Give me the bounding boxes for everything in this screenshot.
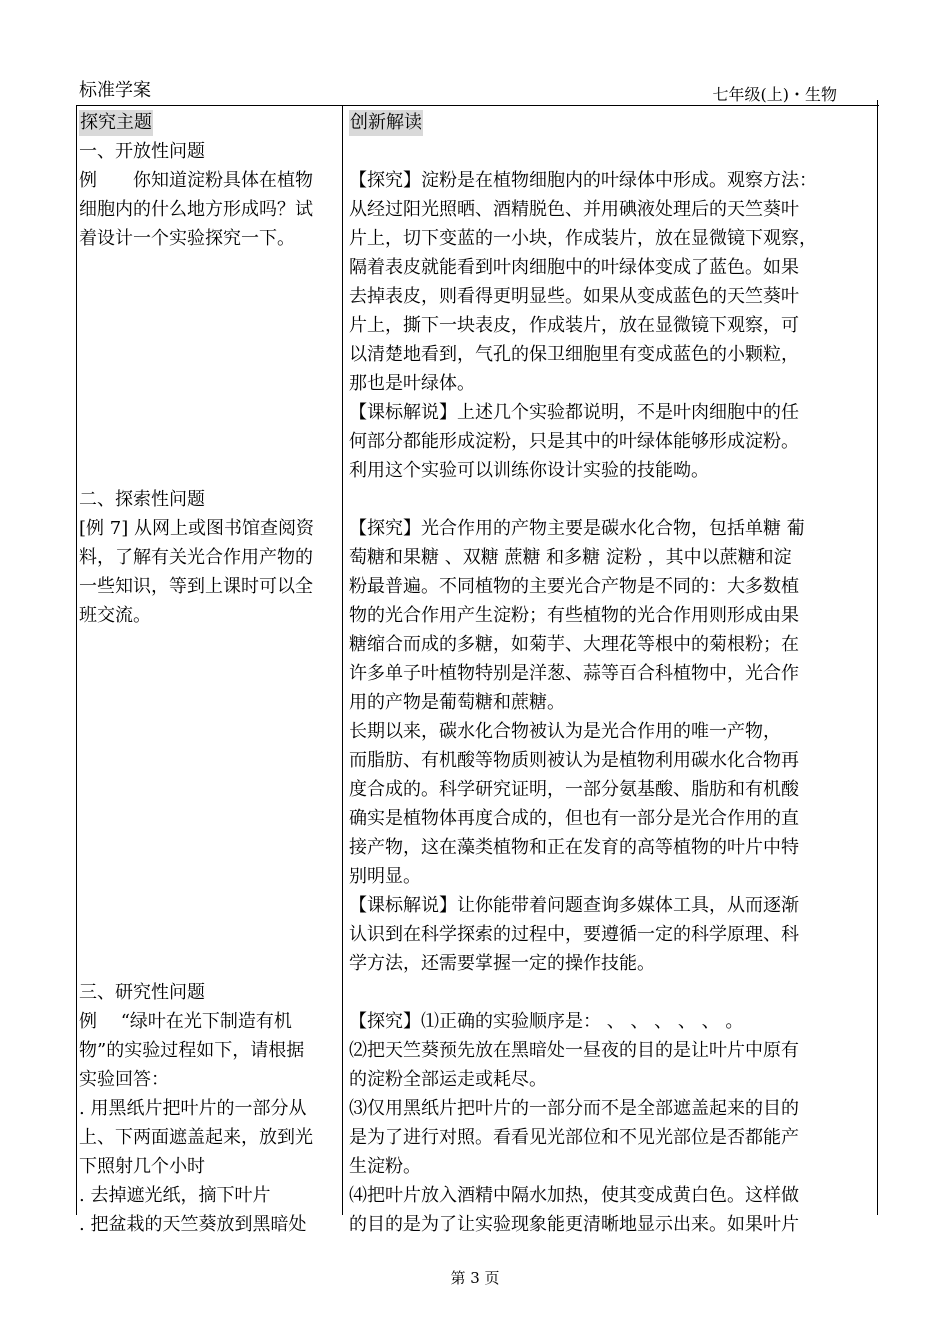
- text-line: 片上，撕下一块表皮，作成装片，放在显微镜下观察，可: [349, 315, 799, 336]
- right-section-2: [349, 514, 835, 978]
- text-line: 去掉表皮，则看得更明显些。如果从变成蓝色的天竺葵叶: [349, 286, 799, 307]
- text-line: 【课标解说】上述几个实验都说明，不是叶肉细胞中的任: [349, 402, 799, 423]
- table-column-divider: [342, 105, 343, 1215]
- text-line: 生淀粉。: [349, 1156, 421, 1177]
- right-section-1: [349, 166, 835, 485]
- text-line: 班交流。: [79, 605, 151, 626]
- column-header-topic: 探究主题: [79, 110, 153, 136]
- text-line: ⑶仅用黑纸片把叶片的一部分而不是全部遮盖起来的目的: [349, 1098, 799, 1119]
- text-line: 一些知识，等到上课时可以全: [79, 576, 313, 597]
- text-line: 利用这个实验可以训练你设计实验的技能呦。: [349, 460, 709, 481]
- text-line: ⑷把叶片放入酒精中隔水加热，使其变成黄白色。这样做: [349, 1185, 799, 1206]
- left-column: [79, 108, 335, 1239]
- left-section-3: [79, 978, 335, 1239]
- table-right-border: [877, 100, 878, 1215]
- text-line: 上、下两面遮盖起来，放到光: [79, 1127, 313, 1148]
- text-line: 细胞内的什么地方形成吗？试: [79, 199, 313, 220]
- text-line: 物”的实验过程如下，请根据: [79, 1040, 305, 1061]
- text-line: 着设计一个实验探究一下。: [79, 228, 295, 249]
- header-rule: [76, 105, 879, 106]
- text-line: 别明显。: [349, 866, 421, 887]
- text-line: 长期以来，碳水化合物被认为是光合作用的唯一产物，: [349, 721, 781, 742]
- text-line: 一、开放性问题: [79, 141, 205, 162]
- text-line: 接产物，这在藻类植物和正在发育的高等植物的叶片中特: [349, 837, 799, 858]
- text-line: 下照射几个小时: [79, 1156, 205, 1177]
- text-line: 确实是植物体再度合成的，但也有一部分是光合作用的直: [349, 808, 799, 829]
- text-line: 糖缩合而成的多糖，如菊芋、大理花等根中的菊根粉；在: [349, 634, 799, 655]
- text-line: 从经过阳光照晒、酒精脱色、并用碘液处理后的天竺葵叶: [349, 199, 799, 220]
- text-line: 度合成的。科学研究证明，一部分氨基酸、脂肪和有机酸: [349, 779, 799, 800]
- text-line: 三、研究性问题: [79, 982, 205, 1003]
- text-line: 物的光合作用产生淀粉；有些植物的光合作用则形成由果: [349, 605, 799, 626]
- text-line: 粉最普遍。不同植物的主要光合产物是不同的：大多数植: [349, 576, 799, 597]
- text-line: 片上，切下变蓝的一小块，作成装片，放在显微镜下观察，: [349, 228, 817, 249]
- header-title: 标准学案: [79, 80, 151, 101]
- page-number: 第 3 页: [450, 1269, 500, 1287]
- text-line: [例 7] 从网上或图书馆查阅资: [79, 518, 314, 539]
- text-line: . 去掉遮光纸，摘下叶片: [79, 1185, 271, 1206]
- header-subject: 七年级(上)・生物: [712, 85, 837, 104]
- text-line: . 用黑纸片把叶片的一部分从: [79, 1098, 307, 1119]
- text-line: 隔着表皮就能看到叶肉细胞中的叶绿体变成了蓝色。如果: [349, 257, 799, 278]
- text-line: 萄糖和果糖 、双糖 蔗糖 和多糖 淀粉 ，其中以蔗糖和淀: [349, 547, 792, 568]
- text-line: 用的产物是葡萄糖和蔗糖。: [349, 692, 565, 713]
- column-header-interpretation: 创新解读: [349, 110, 423, 136]
- text-line: 是为了进行对照。看看见光部位和不见光部位是否都能产: [349, 1127, 799, 1148]
- text-line: 【探究】光合作用的产物主要是碳水化合物，包括单糖 葡: [349, 518, 805, 539]
- right-section-3: [349, 1007, 835, 1239]
- text-line: 以清楚地看到，气孔的保卫细胞里有变成蓝色的小颗粒，: [349, 344, 799, 365]
- text-line: ⑵把天竺葵预先放在黑暗处一昼夜的目的是让叶片中原有: [349, 1040, 799, 1061]
- text-line: 的目的是为了让实验现象能更清晰地显示出来。如果叶片: [349, 1214, 799, 1235]
- text-line: 【探究】⑴正确的实验顺序是： 、 、 、 、 、 。: [349, 1011, 744, 1032]
- text-line: 的淀粉全部运走或耗尽。: [349, 1069, 547, 1090]
- left-section-1: [79, 137, 335, 253]
- text-line: 那也是叶绿体。: [349, 373, 475, 394]
- text-line: 许多单子叶植物特别是洋葱、蒜等百合科植物中，光合作: [349, 663, 799, 684]
- text-line: 何部分都能形成淀粉，只是其中的叶绿体能够形成淀粉。: [349, 431, 799, 452]
- text-line: 例 你知道淀粉具体在植物: [79, 170, 313, 191]
- text-line: 例 “绿叶在光下制造有机: [79, 1011, 292, 1032]
- text-line: 二、探索性问题: [79, 489, 205, 510]
- text-line: 认识到在科学探索的过程中，要遵循一定的科学原理、科: [349, 924, 799, 945]
- text-line: 料，了解有关光合作用产物的: [79, 547, 313, 568]
- text-line: 学方法，还需要掌握一定的操作技能。: [349, 953, 655, 974]
- text-line: 实验回答：: [79, 1069, 169, 1090]
- right-column: [349, 108, 835, 1239]
- text-line: 【探究】淀粉是在植物细胞内的叶绿体中形成。观察方法：: [349, 170, 817, 191]
- text-line: 【课标解说】让你能带着问题查询多媒体工具，从而逐渐: [349, 895, 799, 916]
- text-line: 而脂肪、有机酸等物质则被认为是植物利用碳水化合物再: [349, 750, 799, 771]
- table-left-border: [76, 105, 77, 1215]
- left-section-2: [79, 485, 335, 630]
- text-line: . 把盆栽的天竺葵放到黑暗处: [79, 1214, 307, 1235]
